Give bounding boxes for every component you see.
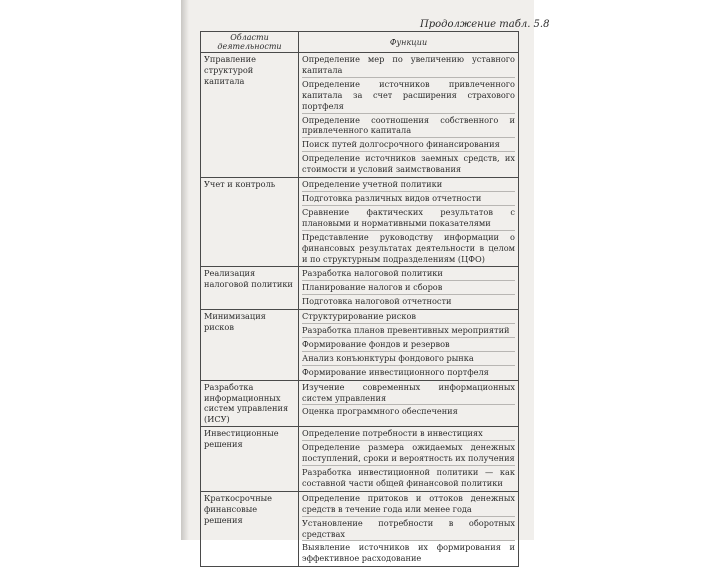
table-caption: Продолжение табл. 5.8 bbox=[420, 19, 550, 30]
function-item: Определение притоков и оттоков денежных средств в течение года или менее года bbox=[302, 493, 515, 517]
header-areas: Области деятельности bbox=[201, 32, 299, 53]
function-item: Структурирование рисков bbox=[302, 311, 515, 324]
functions-cell bbox=[299, 491, 519, 566]
function-item: Подготовка налоговой отчетности bbox=[302, 296, 452, 307]
function-item: Поиск путей долгосрочного финансирования bbox=[302, 139, 515, 152]
function-item: Анализ конъюнктуры фондового рынка bbox=[302, 353, 515, 366]
table-row bbox=[201, 380, 519, 427]
function-item: Определение потребности в инвестициях bbox=[302, 428, 515, 441]
function-item: Разработка налоговой политики bbox=[302, 268, 515, 281]
page-binding-shadow bbox=[181, 0, 189, 540]
function-item: Сравнение фактических результатов с плановыми и нормативными показателями bbox=[302, 207, 515, 231]
function-item: Определение учетной политики bbox=[302, 179, 515, 192]
function-item: Определение размера ожидаемых денежных поступлений, сроки и вероятность их получения bbox=[302, 442, 515, 466]
functions-cell bbox=[299, 427, 519, 492]
functions-cell bbox=[299, 178, 519, 267]
table-row bbox=[201, 178, 519, 267]
table-row bbox=[201, 267, 519, 310]
function-item: Формирование фондов и резервов bbox=[302, 339, 515, 352]
function-item: Изучение современных информационных систем управления bbox=[302, 382, 515, 406]
function-item: Разработка инвестиционной политики — как составной части общей финансовой политики bbox=[302, 467, 515, 488]
functions-cell bbox=[299, 380, 519, 427]
function-item: Определение мер по увеличению уставного капитала bbox=[302, 54, 515, 78]
area-cell: Краткосрочные финансовые решения bbox=[201, 491, 299, 566]
table-row bbox=[201, 310, 519, 381]
function-item: Планирование налогов и сборов bbox=[302, 282, 515, 295]
table-header-row bbox=[201, 32, 519, 53]
function-item: Разработка планов превентивных мероприятий bbox=[302, 325, 515, 338]
area-cell: Инвестиционные решения bbox=[201, 427, 299, 492]
function-item: Формирование инвестиционного портфеля bbox=[302, 366, 489, 377]
functions-cell bbox=[299, 53, 519, 178]
header-functions: Функции bbox=[299, 32, 519, 53]
function-item: Определение источников привлеченного капитала за счет расширения страхового портфеля bbox=[302, 79, 515, 114]
area-cell: Реализация налоговой политики bbox=[201, 267, 299, 310]
functions-cell bbox=[299, 267, 519, 310]
function-item: Представление руководству информации о финансовых результатах деятельности в целом и по структурным подразделениям (ЦФО) bbox=[302, 231, 515, 264]
functions-cell bbox=[299, 310, 519, 381]
function-item: Выявление источников их формирования и эффективное расходование bbox=[302, 542, 515, 564]
table-row bbox=[201, 53, 519, 178]
area-cell: Учет и контроль bbox=[201, 178, 299, 267]
table-row bbox=[201, 491, 519, 566]
table-row bbox=[201, 427, 519, 492]
function-item: Определение источников заемных средств, их стоимости и условий заимствования bbox=[302, 153, 515, 175]
function-item: Оценка программного обеспечения bbox=[302, 406, 458, 417]
functions-table bbox=[200, 31, 519, 567]
area-cell: Управление структурой капитала bbox=[201, 53, 299, 178]
function-item: Определение соотношения собственного и привлеченного капитала bbox=[302, 115, 515, 139]
area-cell: Разработка информационных систем управления (ИСУ) bbox=[201, 380, 299, 427]
area-cell: Минимизация рисков bbox=[201, 310, 299, 381]
function-item: Установление потребности в оборотных средствах bbox=[302, 518, 515, 542]
function-item: Подготовка различных видов отчетности bbox=[302, 193, 515, 206]
